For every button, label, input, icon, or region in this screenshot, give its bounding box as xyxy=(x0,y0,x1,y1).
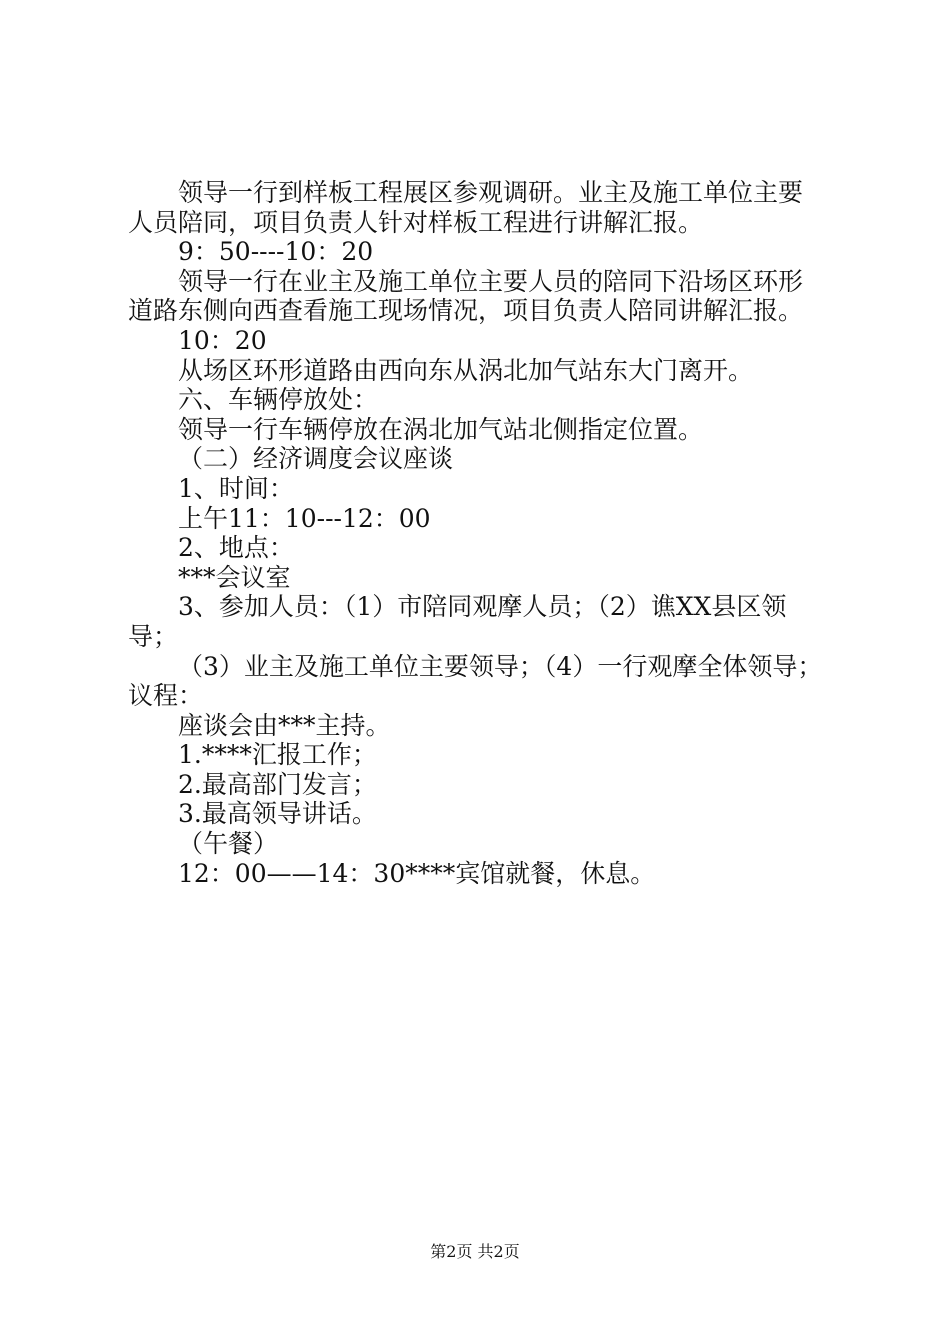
document-line: 1.****汇报工作； xyxy=(178,740,377,770)
document-line: （午餐） xyxy=(178,829,279,859)
document-line: 道路东侧向西查看施工现场情况，项目负责人陪同讲解汇报。 xyxy=(128,296,804,326)
document-body xyxy=(128,178,840,888)
document-line: 3、参加人员：（1）市陪同观摩人员；（2）谯XX县区领 xyxy=(178,592,787,622)
document-line: 领导一行到样板工程展区参观调研。业主及施工单位主要 xyxy=(178,178,804,207)
document-line: 领导一行车辆停放在涡北加气站北侧指定位置。 xyxy=(178,414,704,444)
document-line: 2、地点： xyxy=(178,533,294,563)
document-line: ***会议室 xyxy=(178,562,291,592)
page-footer: 第2页 共2页 xyxy=(430,1242,520,1261)
document-line: 12：00——14：30****宾馆就餐，休息。 xyxy=(178,858,656,888)
document-line: 人员陪同，项目负责人针对样板工程进行讲解汇报。 xyxy=(128,207,704,237)
document-line: 10：20 xyxy=(178,325,267,355)
document-line: 座谈会由***主持。 xyxy=(178,710,391,740)
document-line: 2.最高部门发言； xyxy=(178,769,377,799)
document-line: 从场区环形道路由西向东从涡北加气站东大门离开。 xyxy=(178,355,754,385)
document-line: 导； xyxy=(128,621,179,651)
document-line: （二）经济调度会议座谈 xyxy=(178,444,454,474)
document-line: 领导一行在业主及施工单位主要人员的陪同下沿场区环形 xyxy=(178,266,804,296)
document-line: 1、时间： xyxy=(178,473,294,503)
document-line: 9：50----10：20 xyxy=(178,237,374,267)
document-line: 3.最高领导讲话。 xyxy=(178,799,377,829)
document-line: 上午11：10---12：00 xyxy=(178,503,431,533)
document-line: 六、车辆停放处： xyxy=(178,385,379,415)
document-line: （3）业主及施工单位主要领导；（4）一行观摩全体领导； xyxy=(178,651,823,681)
document-line: 议程： xyxy=(128,681,204,711)
